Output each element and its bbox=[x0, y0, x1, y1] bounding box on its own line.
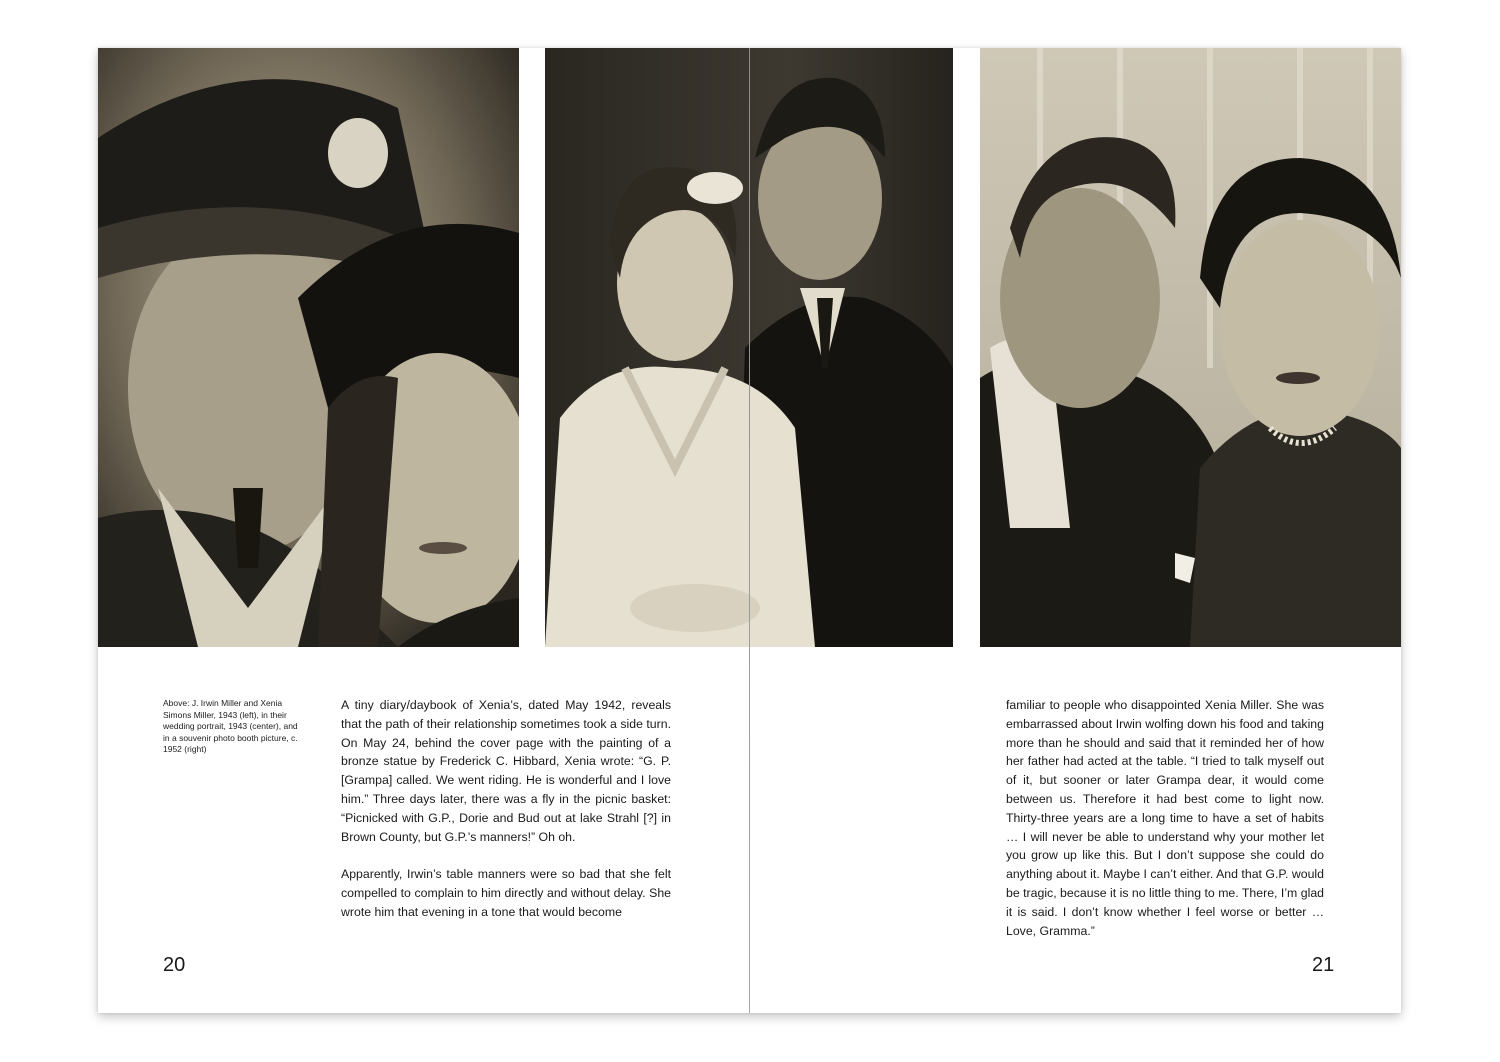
page-gutter bbox=[749, 48, 750, 1013]
right-paragraph-1: familiar to people who disappointed Xenia Miller. She was embarrassed about Irwin wolfing down his food and taking more than he should and said that it reminded her of how her father had acted at the table. “I tried to talk myself out of it, but sooner or later Grampa dear, it would come between us. Therefore it had best come to light now. Thirty-three years are a long time to have a set of habits … I will never be able to understand why your mother let you grow up like this. But I don’t suppose she could do anything about it. Maybe I can’t either. And that G.P. would be tragic, because it is no little thing to me. There, I’m glad it is said. I don’t know whether I feel worse or better … Love, Gramma.” bbox=[1006, 698, 1324, 938]
page-number-left: 20 bbox=[163, 954, 186, 976]
photo-navy-officer-and-woman bbox=[98, 48, 519, 647]
right-page-body-text bbox=[1006, 696, 1324, 940]
left-paragraph-2: Apparently, Irwin’s table manners were so bad that she felt compelled to complain to him directly and without delay. She wrote him that evening in a tone that would become bbox=[341, 867, 671, 919]
page-number-right: 21 bbox=[1312, 954, 1335, 976]
left-page-body-text bbox=[341, 696, 671, 922]
book-spread bbox=[98, 48, 1401, 1013]
photo-caption: Above: J. Irwin Miller and Xenia Simons Miller, 1943 (left), in their wedding portrait, 1943 (center), and in a souvenir photo booth picture, c. 1952 (right) bbox=[163, 698, 298, 754]
left-paragraph-1: A tiny diary/daybook of Xenia’s, dated May 1942, reveals that the path of their relationship sometimes took a side turn. On May 24, behind the cover page with the painting of a bronze statue by Frederick C. Hibbard, Xenia wrote: “G. P. [Grampa] called. We went riding. He is wonderful and I love him.” Three days later, there was a fly in the picnic basket: “Picnicked with G.P., Dorie and Bud out at lake Strahl [?] in Brown County, but G.P.’s manners!” Oh oh. bbox=[341, 698, 671, 844]
photo-couple-photo-booth bbox=[980, 48, 1401, 647]
